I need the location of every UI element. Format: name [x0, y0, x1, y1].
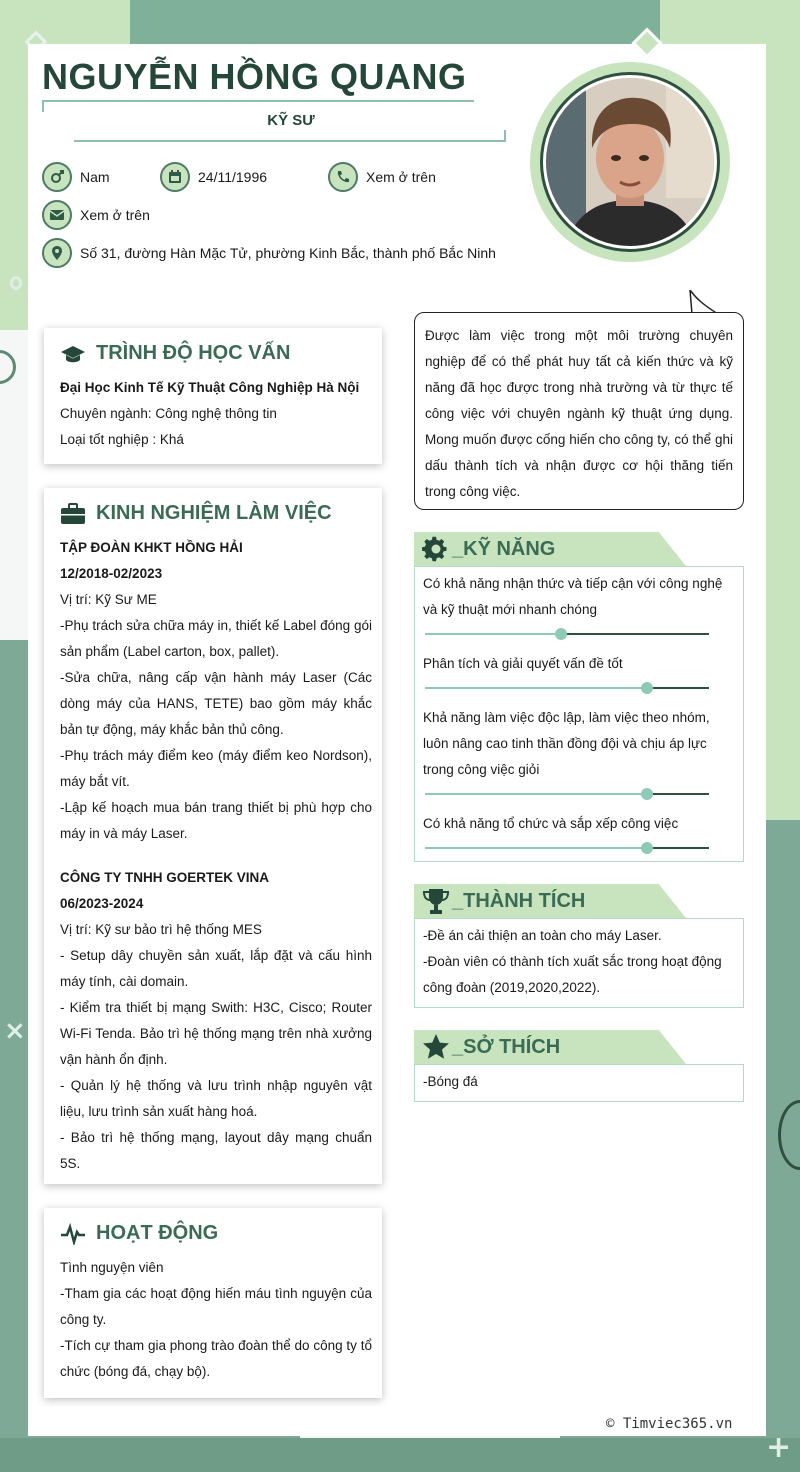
candidate-name: NGUYỄN HỒNG QUANG [42, 56, 467, 97]
job-spacer [60, 847, 372, 865]
bg-bottom-band [0, 1438, 800, 1472]
phone-icon [328, 162, 358, 192]
briefcase-icon [60, 503, 86, 525]
job-duty: - Bảo trì hệ thống mạng, layout dây mạng chuẩn 5S. [60, 1130, 372, 1171]
education-school: Đại Học Kinh Tế Kỹ Thuật Công Nghiệp Hà Nội [60, 380, 360, 395]
education-grade: Loại tốt nghiệp : Khá [60, 432, 184, 447]
info-birthday [160, 162, 267, 192]
job-company: CÔNG TY TNHH GOERTEK VINA [60, 870, 270, 885]
activity-line: Tình nguyện viên [60, 1260, 164, 1275]
info-phone [328, 162, 436, 192]
achievements-heading: _THÀNH TÍCH [452, 889, 586, 912]
deco-ring [10, 276, 22, 290]
bg-top-band [130, 0, 660, 48]
experience-header [60, 502, 372, 525]
divider [74, 130, 506, 142]
job-period: 06/2023-2024 [60, 896, 144, 911]
gender-icon [42, 162, 72, 192]
education-card [44, 328, 382, 464]
skills-box [414, 566, 744, 862]
birthday-value: 24/11/1996 [198, 169, 268, 185]
career-objective [414, 312, 744, 510]
job-duty: -Phụ trách máy điểm keo (máy điểm keo Nordson), máy bắt vít. [60, 748, 372, 789]
gender-value: Nam [80, 169, 110, 185]
info-gender [42, 162, 110, 192]
skill-label: Có khả năng nhận thức và tiếp cận với công nghệ và kỹ thuật mới nhanh chóng [423, 576, 723, 617]
activity-line: -Tham gia các hoạt động hiến máu tình nguyện của công ty. [60, 1286, 372, 1327]
info-address [42, 238, 496, 268]
info-email [42, 200, 150, 230]
mail-icon [42, 200, 72, 230]
divider [42, 100, 474, 112]
job-position: Vị trí: Kỹ Sư ME [60, 592, 157, 607]
skill-item [423, 705, 735, 801]
job-duty: -Sửa chữa, nâng cấp vận hành máy Laser (Các dòng máy của HANS, TETE) bao gồm máy khắc bản tự động, máy khắc bản thủ công. [60, 670, 372, 737]
education-major: Chuyên ngành: Công nghệ thông tin [60, 406, 277, 421]
activities-header [60, 1222, 372, 1245]
activity-pulse-icon [60, 1223, 86, 1245]
skill-level-bar [425, 681, 709, 695]
skills-header [414, 532, 686, 566]
skill-item [423, 571, 735, 641]
hobbies-box [414, 1064, 744, 1102]
skill-level-bar [425, 627, 709, 641]
job-title: KỸ SƯ [267, 112, 315, 129]
deco-ring [0, 350, 16, 384]
graduation-cap-icon [60, 343, 86, 365]
location-pin-icon [42, 238, 72, 268]
skill-item [423, 811, 735, 855]
skill-level-bar [425, 787, 709, 801]
hobbies-header [414, 1030, 686, 1064]
achievement-line: -Đoàn viên có thành tích xuất sắc trong hoạt động công đoàn (2019,2020,2022). [423, 954, 722, 995]
email-value: Xem ở trên [80, 207, 150, 223]
job-duty: - Quản lý hệ thống và lưu trình nhập nguyên vật liệu, lưu trình sản xuất hàng hoá. [60, 1078, 372, 1119]
phone-value: Xem ở trên [366, 169, 436, 185]
objective-text: Được làm việc trong một môi trường chuyên nghiệp để có thể phát huy tất cả kiến thức và kỹ năng đã học được trong nhà trường và từ thực tế công việc với chuyên ngành kỹ thuật ứng dụng. Mong muốn được cống hiến cho công ty, có thể ghi dấu thành tích và nhận được cơ hội thăng tiến trong công việc. [425, 328, 733, 499]
achievements-box [414, 918, 744, 1008]
skill-label: Có khả năng tổ chức và sắp xếp công việc [423, 816, 679, 831]
trophy-icon [422, 887, 450, 915]
hobby-line: -Bóng đá [423, 1074, 478, 1089]
skill-level-bar [425, 841, 709, 855]
achievements-header [414, 884, 686, 918]
avatar [540, 72, 720, 252]
job-position: Vị trí: Kỹ sư bảo trì hệ thống MES [60, 922, 262, 937]
education-header [60, 342, 372, 365]
job-duty: -Phụ trách sửa chữa máy in, thiết kế Label đóng gói sản phẩm (Label carton, box, pallet). [60, 618, 372, 659]
deco-plus: + [766, 1430, 792, 1465]
job-duty: - Setup dây chuyền sản xuất, lắp đặt và cấu hình máy tính, cài domain. [60, 948, 372, 989]
avatar-photo [546, 78, 714, 246]
footer-credit[interactable]: © Timviec365.vn [606, 1416, 733, 1432]
activities-card [44, 1208, 382, 1398]
activities-heading: HOẠT ĐỘNG [96, 1222, 219, 1244]
skills-heading: _KỸ NĂNG [452, 537, 556, 560]
gear-icon [422, 535, 450, 563]
job-duty: -Lập kế hoạch mua bán trang thiết bị phù hợp cho máy in và máy Laser. [60, 800, 372, 841]
deco-cross: × [4, 1016, 26, 1046]
star-icon [422, 1033, 450, 1061]
skill-label: Phân tích và giải quyết vấn đề tốt [423, 656, 623, 671]
experience-heading: KINH NGHIỆM LÀM VIỆC [96, 502, 332, 524]
activity-line: -Tích cự tham gia phong trào đoàn thể do công ty tổ chức (bóng đá, chạy bộ). [60, 1338, 372, 1379]
job-period: 12/2018-02/2023 [60, 566, 163, 581]
experience-card [44, 488, 382, 1184]
achievement-line: -Đề án cải thiện an toàn cho máy Laser. [423, 928, 662, 943]
hobbies-heading: _SỞ THÍCH [452, 1035, 561, 1058]
job-company: TẬP ĐOÀN KHKT HỒNG HẢI [60, 540, 243, 555]
skill-label: Khả năng làm việc độc lập, làm việc theo nhóm, luôn nâng cao tinh thần đồng đội và chịu áp lực trong công việc giỏi [423, 710, 710, 777]
job-duty: - Kiểm tra thiết bị mạng Swith: H3C, Cisco; Router Wi-Fi Tenda. Bảo trì hệ thống mạng trên nhà xưởng vận hành ổn định. [60, 1000, 372, 1067]
calendar-icon [160, 162, 190, 192]
skill-item [423, 651, 735, 695]
education-heading: TRÌNH ĐỘ HỌC VẤN [96, 342, 291, 364]
address-value: Số 31, đường Hàn Mặc Tử, phường Kinh Bắc, thành phố Bắc Ninh [80, 245, 496, 261]
